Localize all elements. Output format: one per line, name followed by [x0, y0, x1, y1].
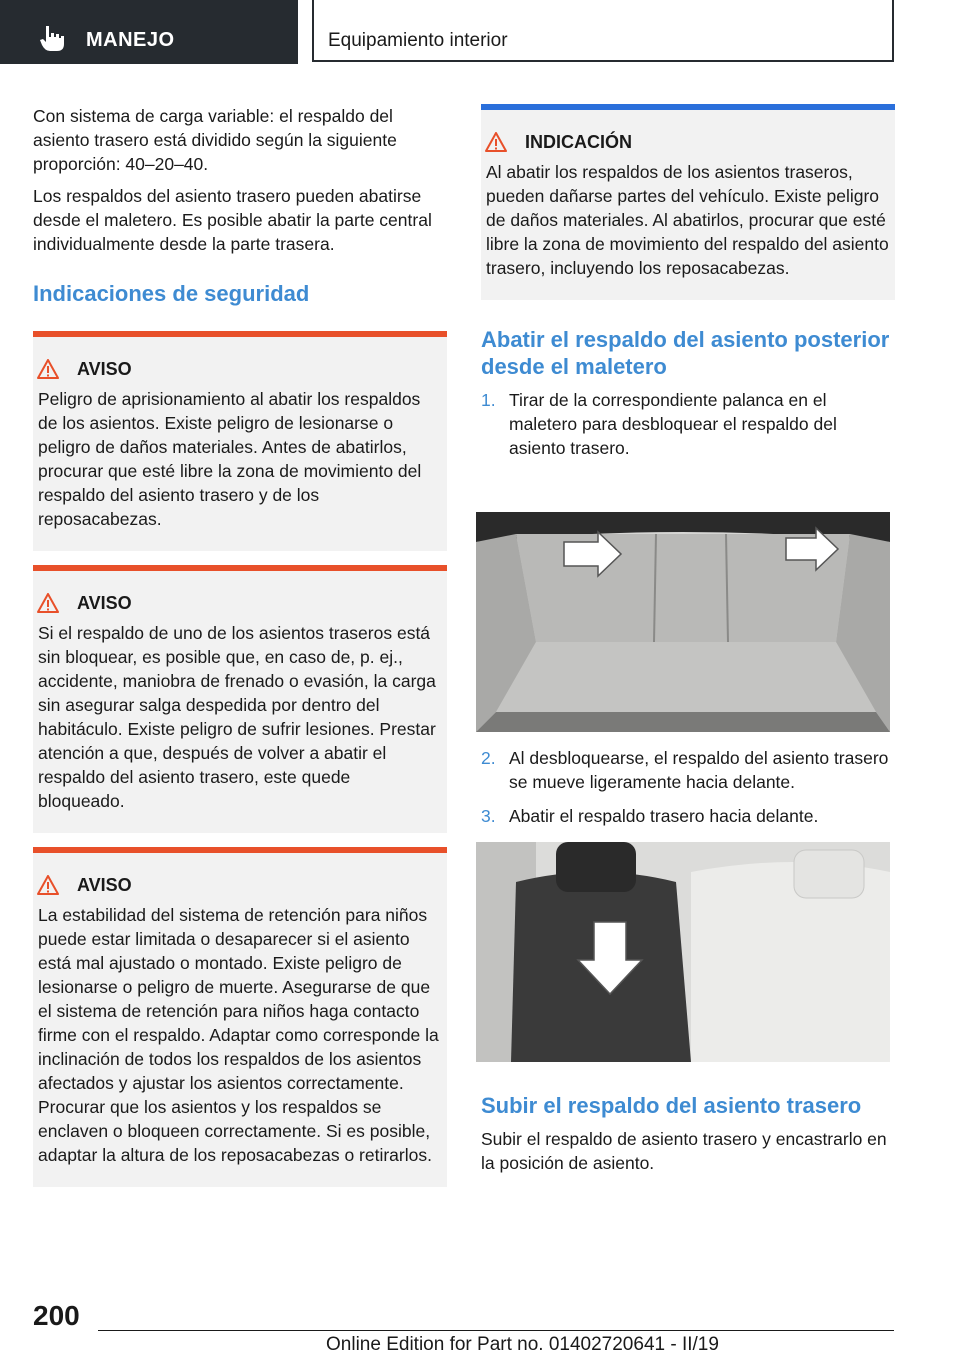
- warning-title: AVISO: [77, 874, 132, 895]
- warning-box: [33, 565, 447, 833]
- fold-from-trunk-heading: Abatir el respaldo del asiento posterior desde el maletero: [481, 327, 890, 379]
- warning-bar: [33, 565, 447, 571]
- section-title: Equipamiento interior: [328, 30, 508, 51]
- notice-title: INDICACIÓN: [525, 131, 632, 152]
- notice-title-row: [481, 128, 895, 156]
- warning-text: Peligro de aprisionamiento al abatir los respaldos de los asientos. Existe peligro de lesionarse o peligro de daños materiales. Antes de abatirlos, procurar que esté libre la zona de movimiento del respaldo del asiento trasero y de los reposacabezas.: [38, 389, 422, 529]
- intro-paragraph-2: Los respaldos del asiento trasero pueden abatirse desde el maletero. Es posible abatir la parte central individualmente desde la parte trasera.: [33, 186, 432, 254]
- notice-text: Al abatir los respaldos de los asientos traseros, pueden dañarse partes del vehículo. Existe peligro de daños materiales. Al abatirlos, procurar que esté libre la zona de movimiento del respaldo del asiento trasero, incluyendo los reposacabezas.: [486, 162, 889, 278]
- warning-title-row: [33, 589, 447, 617]
- warning-text: Si el respaldo de uno de los asientos traseros está sin bloquear, es posible que, en caso de, p. ej., accidente, maniobra de frenado o evasión, la carga sin asegurar salga despedida por dentro del habitáculo. Existe peligro de sufrir lesiones. Prestar atención a que, después de volver a abatir el respaldo del asiento trasero, este quede bloqueado.: [38, 623, 436, 811]
- raise-backrest-heading: Subir el respaldo del asiento trasero: [481, 1093, 862, 1118]
- warning-triangle-icon: [37, 593, 59, 613]
- seat-illustration: [476, 842, 890, 1062]
- notice-triangle-icon: [485, 132, 507, 152]
- warning-triangle-icon: [37, 875, 59, 895]
- chapter-tab: [0, 0, 298, 64]
- section-header: [312, 0, 894, 62]
- chapter-label: MANEJO: [86, 29, 175, 51]
- list-item: [481, 746, 895, 794]
- trunk-illustration: [476, 512, 890, 732]
- step-number: 1.: [481, 390, 496, 410]
- right-column: [481, 100, 895, 470]
- page-number: 200: [33, 1300, 80, 1331]
- safety-heading: Indicaciones de seguridad: [33, 281, 310, 306]
- footer-edition: Online Edition for Part no. 01402720641 - II/19: [326, 1334, 719, 1355]
- notice-box: [481, 104, 895, 300]
- raise-backrest-text: Subir el respaldo de asiento trasero y encastrarlo en la posición de asiento.: [481, 1129, 887, 1173]
- warning-bar: [33, 331, 447, 337]
- raise-section: [481, 1092, 895, 1183]
- warning-box: [33, 331, 447, 551]
- list-item: [481, 388, 895, 460]
- warning-text: La estabilidad del sistema de retención para niños puede estar limitada o desaparecer si el asiento está mal ajustado o montado. Existe peligro de lesionarse o peligro de muerte. Asegurarse de que el sistema de retención para niños haga contacto firme con el respaldo. Adaptar como corresponde la inclinación de todos los respaldos de los asientos afectados y ajustar los asientos correctamente. Procurar que los asientos y los respaldos se enclaven o bloqueen correctamente. Si es posible, adaptar la altura de los reposacabezas o retirarlos.: [38, 905, 439, 1165]
- left-column: [33, 100, 447, 1187]
- right-column-steps: [481, 746, 895, 838]
- step-text: Al desbloquearse, el respaldo del asiento trasero se mueve ligeramente hacia delante.: [509, 748, 889, 792]
- hand-pointer-icon: [38, 24, 66, 52]
- warning-title: AVISO: [77, 592, 132, 613]
- notice-bar: [481, 104, 895, 110]
- step-number: 3.: [481, 806, 496, 826]
- step-number: 2.: [481, 748, 496, 768]
- warning-title-row: [33, 871, 447, 899]
- warning-title: AVISO: [77, 358, 132, 379]
- warning-box: [33, 847, 447, 1187]
- warning-triangle-icon: [37, 359, 59, 379]
- trunk-photo: [476, 512, 890, 732]
- footer-divider: [98, 1330, 894, 1331]
- intro-paragraph-1: Con sistema de carga variable: el respaldo del asiento trasero está dividido según la siguiente proporción: 40–20–40.: [33, 106, 397, 174]
- list-item: [481, 804, 895, 828]
- seat-photo: [476, 842, 890, 1062]
- step-text: Abatir el respaldo trasero hacia delante.: [509, 806, 819, 826]
- warning-bar: [33, 847, 447, 853]
- step-text: Tirar de la correspondiente palanca en el maletero para desbloquear el respaldo del asiento trasero.: [509, 390, 837, 458]
- warning-title-row: [33, 355, 447, 383]
